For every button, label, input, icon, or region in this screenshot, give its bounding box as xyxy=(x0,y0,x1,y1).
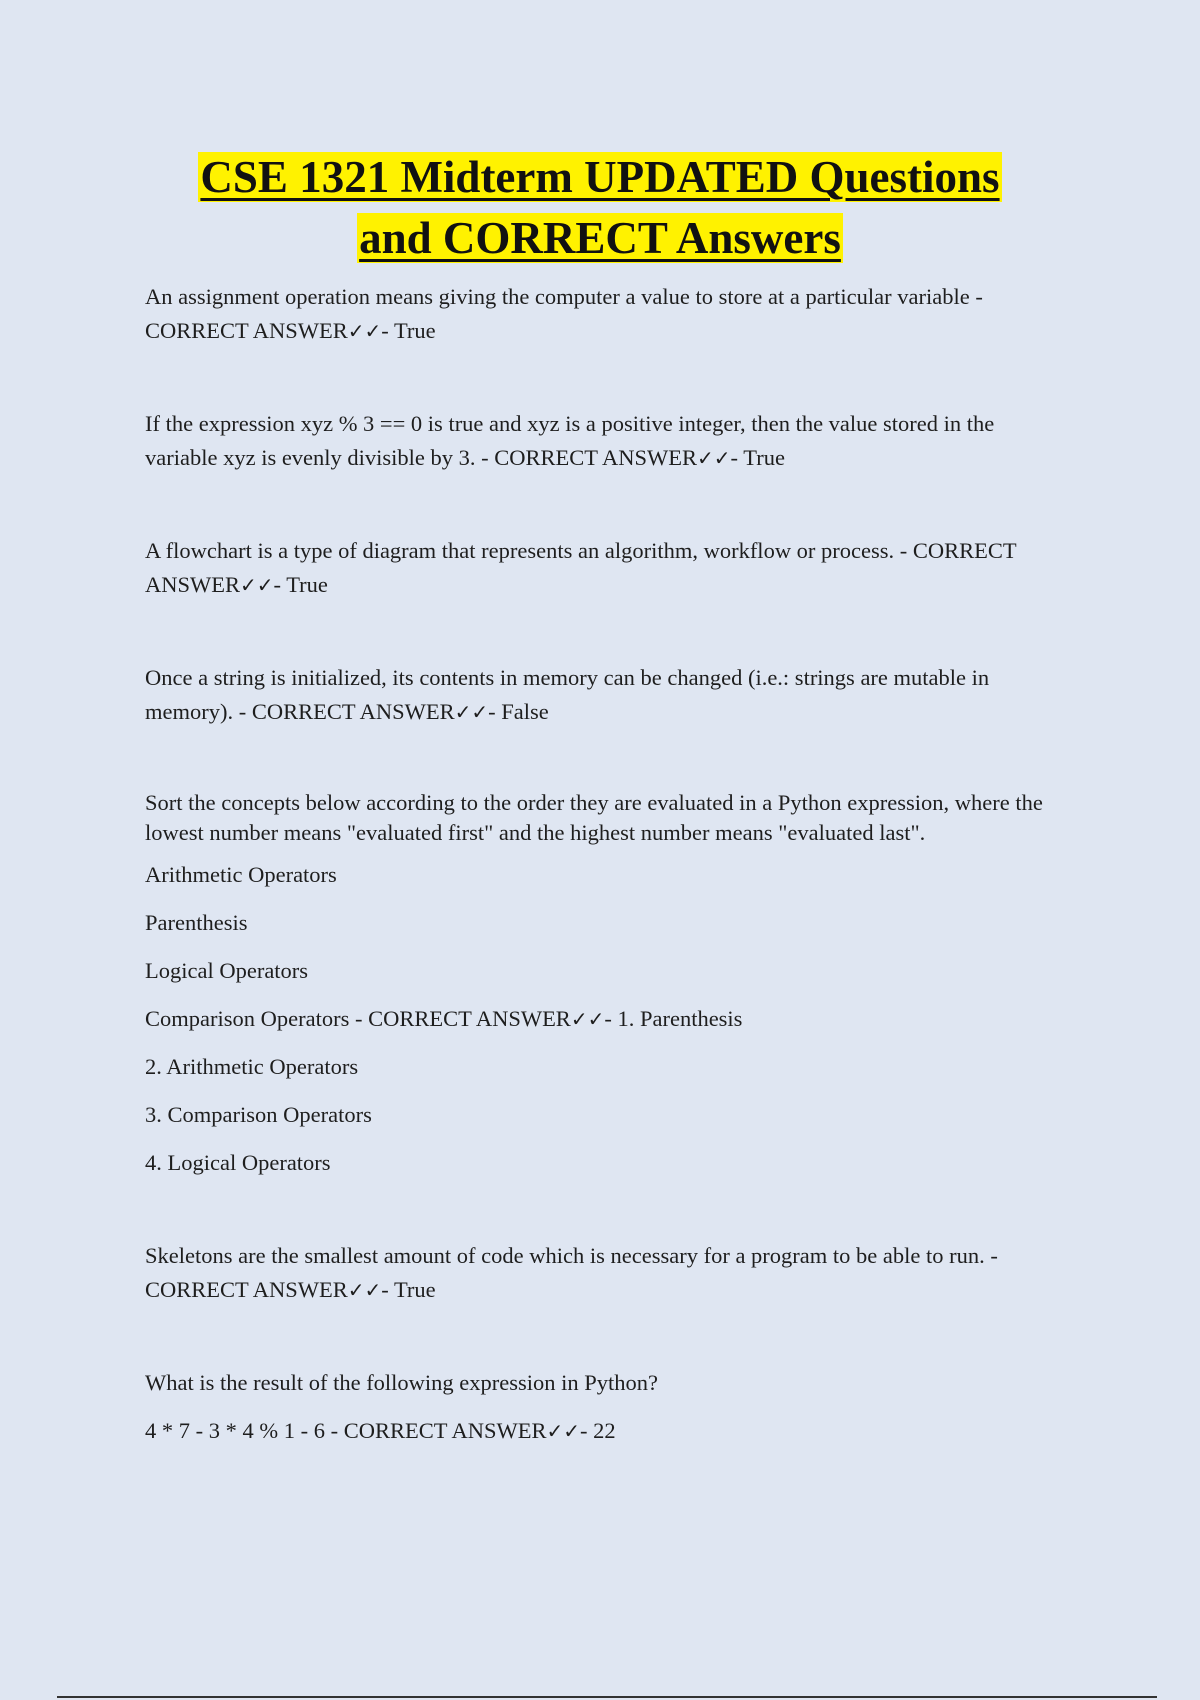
question-text: If the expression xyz % 3 == 0 is true and xyz is a positive integer, then the value stored in the variable xyz is evenly divisible by 3. - CORRECT ANSWER xyxy=(145,411,995,470)
qa-item xyxy=(145,280,1060,348)
expression-text: 4 * 7 - 3 * 4 % 1 - 6 - CORRECT ANSWER xyxy=(145,1418,547,1443)
qa-item xyxy=(145,1239,1060,1307)
answer-text: - True xyxy=(273,572,328,597)
last-option-text: Comparison Operators - CORRECT ANSWER xyxy=(145,1006,571,1031)
qa-item xyxy=(145,534,1060,602)
option-line xyxy=(145,1002,1060,1036)
answer-line: 4. Logical Operators xyxy=(145,1150,331,1175)
question-text: A flowchart is a type of diagram that represents an algorithm, workflow or process. - CORRECT ANSWER xyxy=(145,538,1017,597)
answer-line: 2. Arithmetic Operators xyxy=(145,1054,359,1079)
check-marks-icon: ✓✓ xyxy=(240,573,274,597)
question-text: Skeletons are the smallest amount of code which is necessary for a program to be able to run. - CORRECT ANSWER xyxy=(145,1243,998,1302)
question-text: What is the result of the following expression in Python? xyxy=(145,1370,659,1395)
answer-line: 3. Comparison Operators xyxy=(145,1102,372,1127)
answer-text: - False xyxy=(488,699,549,724)
qa-text xyxy=(145,407,1060,475)
title-line-1: CSE 1321 Midterm UPDATED Questions xyxy=(200,152,1000,202)
footer-divider xyxy=(57,1696,1157,1698)
answer-text: - 22 xyxy=(579,1418,616,1443)
question-text: Sort the concepts below according to the order they are evaluated in a Python expression, where the lowest number means "evaluated first" and the highest number means "evaluated last". xyxy=(145,790,1043,845)
qa-item xyxy=(145,407,1060,475)
check-marks-icon: ✓✓ xyxy=(570,1007,605,1031)
option-line: Parenthesis xyxy=(145,910,248,935)
qa-item xyxy=(145,1366,1060,1448)
qa-text xyxy=(145,1239,1060,1307)
answer-text: - True xyxy=(730,445,785,470)
qa-item xyxy=(145,788,1060,1180)
question-text: An assignment operation means giving the computer a value to store at a particular variable - CORRECT ANSWER xyxy=(145,284,983,343)
qa-text xyxy=(145,1414,1060,1448)
qa-item xyxy=(145,661,1060,729)
check-marks-icon: ✓✓ xyxy=(697,446,731,470)
qa-text xyxy=(145,534,1060,602)
qa-list xyxy=(145,280,1060,1507)
title-line-2: and CORRECT Answers xyxy=(359,213,841,263)
document-title xyxy=(0,147,1200,269)
answer-text: - True xyxy=(381,318,436,343)
check-marks-icon: ✓✓ xyxy=(347,319,382,343)
check-marks-icon: ✓✓ xyxy=(454,700,489,724)
option-line: Logical Operators xyxy=(145,958,309,983)
answer-text: - True xyxy=(381,1277,436,1302)
qa-text xyxy=(145,661,1060,729)
answer-text: - 1. Parenthesis xyxy=(604,1006,743,1031)
option-line: Arithmetic Operators xyxy=(145,862,337,887)
check-marks-icon: ✓✓ xyxy=(347,1278,382,1302)
question-text: Once a string is initialized, its contents in memory can be changed (i.e.: strings are mutable in memory). - CORRECT ANSWER xyxy=(145,665,990,724)
qa-text xyxy=(145,280,1060,348)
check-marks-icon: ✓✓ xyxy=(546,1419,580,1443)
